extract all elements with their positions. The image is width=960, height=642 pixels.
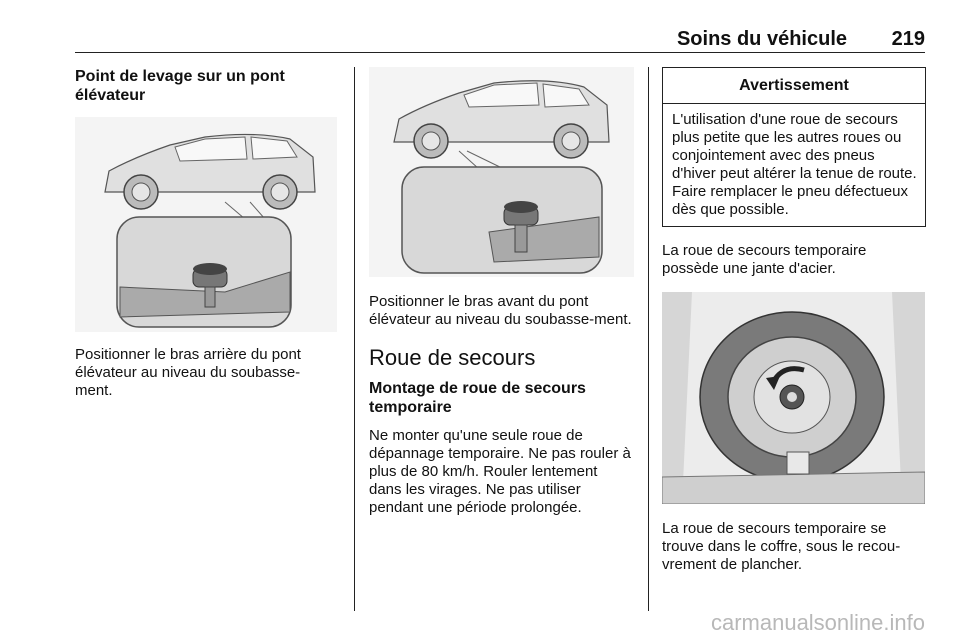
warning-title: Avertissement xyxy=(663,68,925,104)
page-header xyxy=(75,20,925,53)
warning-text: L'utilisation d'une roue de secours plus petite que les autres roues ou conjointement avec des pneus d'hiver peut altérer la tenue de route. Faire remplacer le pneu défectueux dès que possible. xyxy=(672,111,917,218)
spare-location-text: La roue de secours temporaire se trouve dans le coffre, sous le recou-vrement de plancher. xyxy=(662,520,901,573)
section-title: Soins du véhicule xyxy=(676,28,847,50)
heading-spare-wheel: Roue de secours xyxy=(369,345,536,370)
watermark: carmanualsonline.info xyxy=(710,610,925,635)
page-number: 219 xyxy=(891,28,925,50)
caption-rear-arm: Positionner le bras arrière du pont élévateur au niveau du soubasse-ment. xyxy=(75,346,301,399)
heading-lift-point: Point de levage sur un pont élévateur xyxy=(75,68,285,104)
steel-rim-text: La roue de secours temporaire possède une jante d'acier. xyxy=(662,242,867,277)
column-2 xyxy=(369,67,634,517)
spare-wheel-instructions: Ne monter qu'une seule roue de dépannage temporaire. Ne pas rouler à plus de 80 km/h. Rouler lentement dans les virages. Ne pas utiliser pendant une période prolongée. xyxy=(369,427,631,516)
front-lift-point-illustration xyxy=(369,67,634,277)
column-3 xyxy=(662,67,925,574)
column-1 xyxy=(75,67,337,400)
column-divider-2 xyxy=(648,67,649,611)
column-divider-1 xyxy=(354,67,355,611)
warning-box xyxy=(662,67,926,227)
caption-front-arm: Positionner le bras avant du pont élévateur au niveau du soubasse-ment. xyxy=(369,293,632,328)
spare-wheel-illustration xyxy=(662,292,925,504)
rear-lift-point-illustration xyxy=(75,117,337,332)
heading-temporary-spare: Montage de roue de secours temporaire xyxy=(369,380,586,416)
